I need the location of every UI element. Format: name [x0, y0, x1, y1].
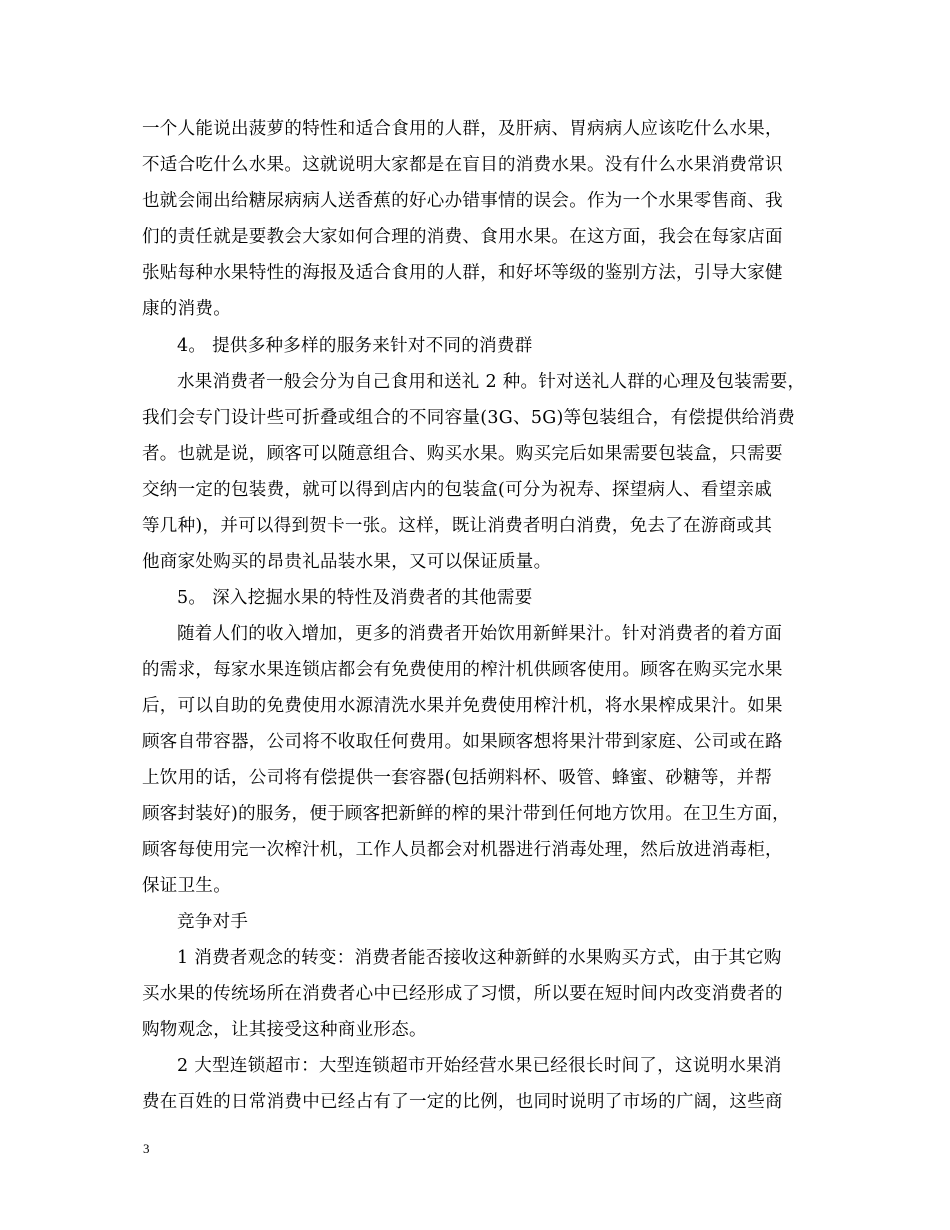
text-line: 一个人能说出菠萝的特性和适合食用的人群，及肝病、胃病病人应该吃什么水果， [142, 119, 783, 139]
text-line: 的需求，每家水果连锁店都会有免费使用的榨汁机供顾客使用。顾客在购买完水果 [142, 660, 783, 680]
page-number: 3 [143, 1141, 150, 1156]
text-line: 顾客自带容器，公司将不收取任何费用。如果顾客想将果汁带到家庭、公司或在路 [142, 732, 783, 752]
text-line: 顾客每使用完一次榨汁机，工作人员都会对机器进行消毒处理，然后放进消毒柜， [142, 840, 783, 860]
text-line: 随着人们的收入增加，更多的消费者开始饮用新鲜果汁。针对消费者的着方面 [177, 624, 783, 644]
text-line: 不适合吃什么水果。这就说明大家都是在盲目的消费水果。没有什么水果消费常识 [142, 155, 783, 175]
text-line: 水果消费者一般会分为自己食用和送礼 2 种。针对送礼人群的心理及包装需要， [177, 372, 806, 392]
text-line: 买水果的传统场所在消费者心中已经形成了习惯，所以要在短时间内改变消费者的 [142, 984, 783, 1004]
section-heading: 竞争对手 [177, 912, 249, 932]
text-line: 上饮用的话，公司将有偿提供一套容器(包括朔料杯、吸管、蜂蜜、砂糖等，并帮 [142, 768, 773, 788]
text-line: 购物观念，让其接受这种商业形态。 [142, 1020, 427, 1040]
text-line: 1 消费者观念的转变：消费者能否接收这种新鲜的水果购买方式，由于其它购 [177, 948, 782, 968]
text-line: 康的消费。 [142, 299, 231, 319]
text-line: 费在百姓的日常消费中已经占有了一定的比例，也同时说明了市场的广阔，这些商 [142, 1092, 783, 1112]
section-heading: 5。 深入挖掘水果的特性及消费者的其他需要 [177, 588, 533, 608]
text-line: 顾客封装好)的服务，便于顾客把新鲜的榨的果汁带到任何地方饮用。在卫生方面， [142, 804, 790, 824]
text-line: 也就会闹出给糖尿病病人送香蕉的好心办错事情的误会。作为一个水果零售商、我 [142, 191, 783, 211]
text-line: 交纳一定的包装费，就可以得到店内的包装盒(可分为祝寿、探望病人、看望亲戚 [142, 480, 773, 500]
text-line: 后，可以自助的免费使用水源清洗水果并免费使用榨汁机，将水果榨成果汁。如果 [142, 696, 783, 716]
text-line: 们的责任就是要教会大家如何合理的消费、食用水果。在这方面，我会在每家店面 [142, 227, 783, 247]
text-line: 我们会专门设计些可折叠或组合的不同容量(3G、5G)等包装组合，有偿提供给消费 [142, 408, 796, 428]
text-line: 者。也就是说，顾客可以随意组合、购买水果。购买完后如果需要包装盒，只需要 [142, 444, 783, 464]
text-line: 等几种)，并可以得到贺卡一张。这样，既让消费者明白消费，免去了在游商或其 [142, 516, 773, 536]
text-line: 保证卫生。 [142, 876, 231, 896]
text-line: 2 大型连锁超市：大型连锁超市开始经营水果已经很长时间了，这说明水果消 [177, 1056, 782, 1076]
text-line: 他商家处购买的昂贵礼品装水果，又可以保证质量。 [142, 552, 552, 572]
section-heading: 4。 提供多种多样的服务来针对不同的消费群 [177, 336, 533, 356]
text-line: 张贴每种水果特性的海报及适合食用的人群，和好坏等级的鉴别方法，引导大家健 [142, 263, 783, 283]
